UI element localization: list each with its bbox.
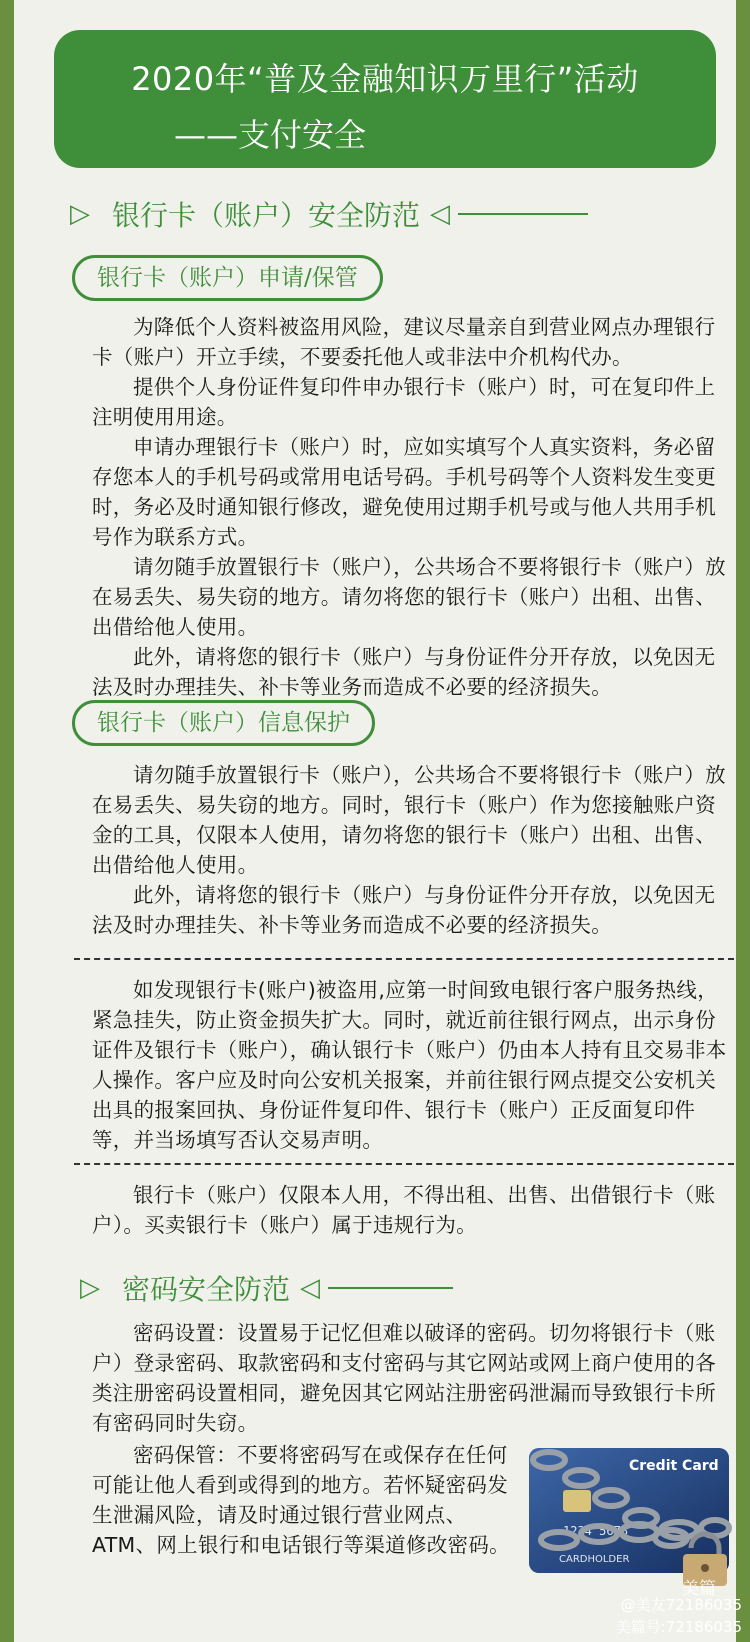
brochure-page [14, 0, 736, 1642]
heading-rule [328, 1287, 453, 1289]
info-protection-body [92, 760, 732, 940]
password-keeping-body [92, 1440, 512, 1560]
subheading-apply-keep: 银行卡（账户）申请/保管 [72, 255, 383, 301]
apply-keep-body [92, 312, 732, 702]
title-banner [54, 30, 716, 168]
section-heading-card-security [70, 194, 588, 234]
paragraph: 请勿随手放置银行卡（账户），公共场合不要将银行卡（账户）放在易丢失、易失窃的地方。请勿将您的银行卡（账户）出租、出售、出借给他人使用。 [92, 555, 726, 639]
paragraph: 密码设置：设置易于记忆但难以破译的密码。切勿将银行卡（账户）登录密码、取款密码和支付密码与其它网站或网上商户使用的各类注册密码设置相同，避免因其它网站注册密码泄漏而导致银行卡所有密码同时失窃。 [92, 1321, 716, 1435]
heading-rule [458, 213, 588, 215]
triangle-right-icon: ▷ [70, 199, 90, 229]
dashed-divider [74, 958, 734, 960]
chip-icon [563, 1490, 591, 1512]
watermark-user: @美友72186035 [620, 1596, 742, 1614]
paragraph: 提供个人身份证件复印件申办银行卡（账户）时，可在复印件上注明使用用途。 [92, 375, 716, 429]
watermark-brand: 美篇 [682, 1579, 716, 1599]
triangle-left-icon: ◁ [300, 1273, 321, 1303]
paragraph: 为降低个人资料被盗用风险，建议尽量亲自到营业网点办理银行卡（账户）开立手续，不要委托他人或非法中介机构代办。 [92, 315, 716, 369]
paragraph: 密码保管：不要将密码写在或保存在任何可能让他人看到或得到的地方。若怀疑密码发生泄漏风险，请及时通过银行营业网点、ATM、网上银行和电话银行等渠道修改密码。 [92, 1443, 510, 1557]
banner-title: 2020年“普及金融知识万里行”活动 [131, 60, 639, 98]
card-label: Credit Card [629, 1458, 719, 1474]
paragraph: 申请办理银行卡（账户）时，应如实填写个人真实资料，务必留存您本人的手机号码或常用电话号码。手机号码等个人资料发生变更时，务必及时通知银行修改，避免使用过期手机号或与他人共用手机号作为联系方式。 [92, 435, 716, 549]
subheading-info-protection: 银行卡（账户）信息保护 [72, 700, 375, 746]
section-heading-text: 银行卡（账户）安全防范 [112, 199, 421, 232]
card-number: 1234 5678 [563, 1524, 629, 1538]
triangle-left-icon: ◁ [430, 199, 451, 229]
triangle-right-icon: ▷ [80, 1273, 100, 1303]
dashed-divider [74, 1163, 734, 1165]
fraud-notice [92, 975, 732, 1155]
watermark-id: 美篇号:72186035 [615, 1618, 742, 1636]
password-setting-body [92, 1318, 732, 1438]
paragraph: 如发现银行卡(账户)被盗用,应第一时间致电银行客户服务热线，紧急挂失，防止资金损失扩大。同时，就近前往银行网点，出示身份证件及银行卡（账户），确认银行卡（账户）仍由本人持有且交易非本人操作。客户应及时向公安机关报案，并前往银行网点提交公安机关出具的报案回执、身份证件复印件、银行卡（账户）正反面复印件等，并当场填写否认交易声明。 [92, 978, 727, 1152]
banner-subtitle: ——支付安全 [174, 116, 367, 154]
paragraph: 此外，请将您的银行卡（账户）与身份证件分开存放，以免因无法及时办理挂失、补卡等业务而造成不必要的经济损失。 [92, 645, 716, 699]
locked-credit-card-image [519, 1440, 734, 1590]
paragraph: 请勿随手放置银行卡（账户），公共场合不要将银行卡（账户）放在易丢失、易失窃的地方。同时，银行卡（账户）作为您接触账户资金的工具，仅限本人使用，请勿将您的银行卡（账户）出租、出售、出借给他人使用。 [92, 763, 726, 877]
paragraph: 此外，请将您的银行卡（账户）与身份证件分开存放，以免因无法及时办理挂失、补卡等业务而造成不必要的经济损失。 [92, 883, 716, 937]
paragraph: 银行卡（账户）仅限本人用，不得出租、出售、出借银行卡（账户）。买卖银行卡（账户）属于违规行为。 [92, 1183, 716, 1237]
section-heading-password [80, 1268, 453, 1308]
card-rental-notice [92, 1180, 732, 1240]
section-heading-text: 密码安全防范 [122, 1273, 291, 1306]
card-holder: CARDHOLDER [559, 1554, 630, 1565]
